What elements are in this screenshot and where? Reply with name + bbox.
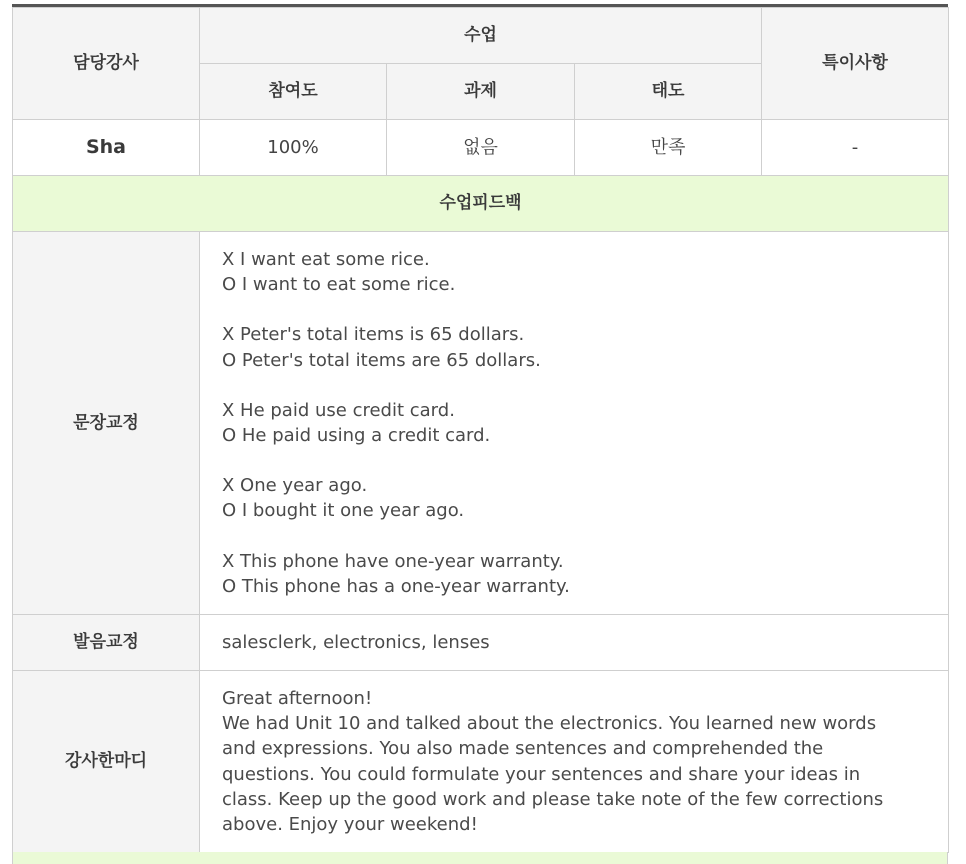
sentence-correction-content: [200, 232, 949, 615]
correction-spacer: [222, 524, 934, 549]
correction-right: O This phone has a one-year warranty.: [222, 575, 570, 597]
correction-wrong: X This phone have one-year warranty.: [222, 550, 564, 572]
comment-line: Great afternoon!: [222, 687, 373, 709]
feedback-title: 수업피드백: [13, 176, 949, 232]
next-section-band: [12, 852, 948, 864]
comment-line: We had Unit 10 and talked about the electronics. You learned new words: [222, 713, 877, 735]
sentence-correction-row: [13, 232, 949, 615]
pronunciation-text: salesclerk, electronics, lenses: [200, 615, 949, 671]
correction-right: O I want to eat some rice.: [222, 274, 456, 296]
teacher-comment-label: 강사한마디: [13, 671, 200, 853]
participation-value: 100%: [200, 120, 387, 176]
header-row-1: [13, 8, 949, 64]
teacher-comment-content: [200, 671, 949, 853]
instructor-header: 담당강사: [13, 8, 200, 120]
feedback-band-row: [13, 176, 949, 232]
pronunciation-label: 발음교정: [13, 615, 200, 671]
correction-wrong: X He paid use credit card.: [222, 399, 455, 421]
sentence-correction-label: 문장교정: [13, 232, 200, 615]
remarks-value: -: [762, 120, 949, 176]
correction-spacer: [222, 448, 934, 473]
class-report-table: [12, 7, 949, 853]
correction-wrong: X Peter's total items is 65 dollars.: [222, 324, 525, 346]
correction-right: O I bought it one year ago.: [222, 500, 465, 522]
homework-header: 과제: [387, 64, 575, 120]
attitude-header: 태도: [575, 64, 762, 120]
homework-value: 없음: [387, 120, 575, 176]
correction-right: O Peter's total items are 65 dollars.: [222, 349, 541, 371]
correction-spacer: [222, 373, 934, 398]
comment-line: class. Keep up the good work and please take note of the few corrections: [222, 788, 884, 810]
comment-line: and expressions. You also made sentences and comprehended the: [222, 738, 824, 760]
comment-line: above. Enjoy your weekend!: [222, 813, 478, 835]
class-header: 수업: [200, 8, 762, 64]
participation-header: 참여도: [200, 64, 387, 120]
correction-wrong: X I want eat some rice.: [222, 248, 430, 270]
attitude-value: 만족: [575, 120, 762, 176]
remarks-header: 특이사항: [762, 8, 949, 120]
correction-wrong: X One year ago.: [222, 475, 368, 497]
correction-right: O He paid using a credit card.: [222, 425, 491, 446]
summary-row: [13, 120, 949, 176]
comment-line: questions. You could formulate your sentences and share your ideas in: [222, 763, 861, 785]
instructor-name: Sha: [13, 120, 200, 176]
teacher-comment-row: [13, 671, 949, 853]
correction-spacer: [222, 297, 934, 322]
pronunciation-row: [13, 615, 949, 671]
